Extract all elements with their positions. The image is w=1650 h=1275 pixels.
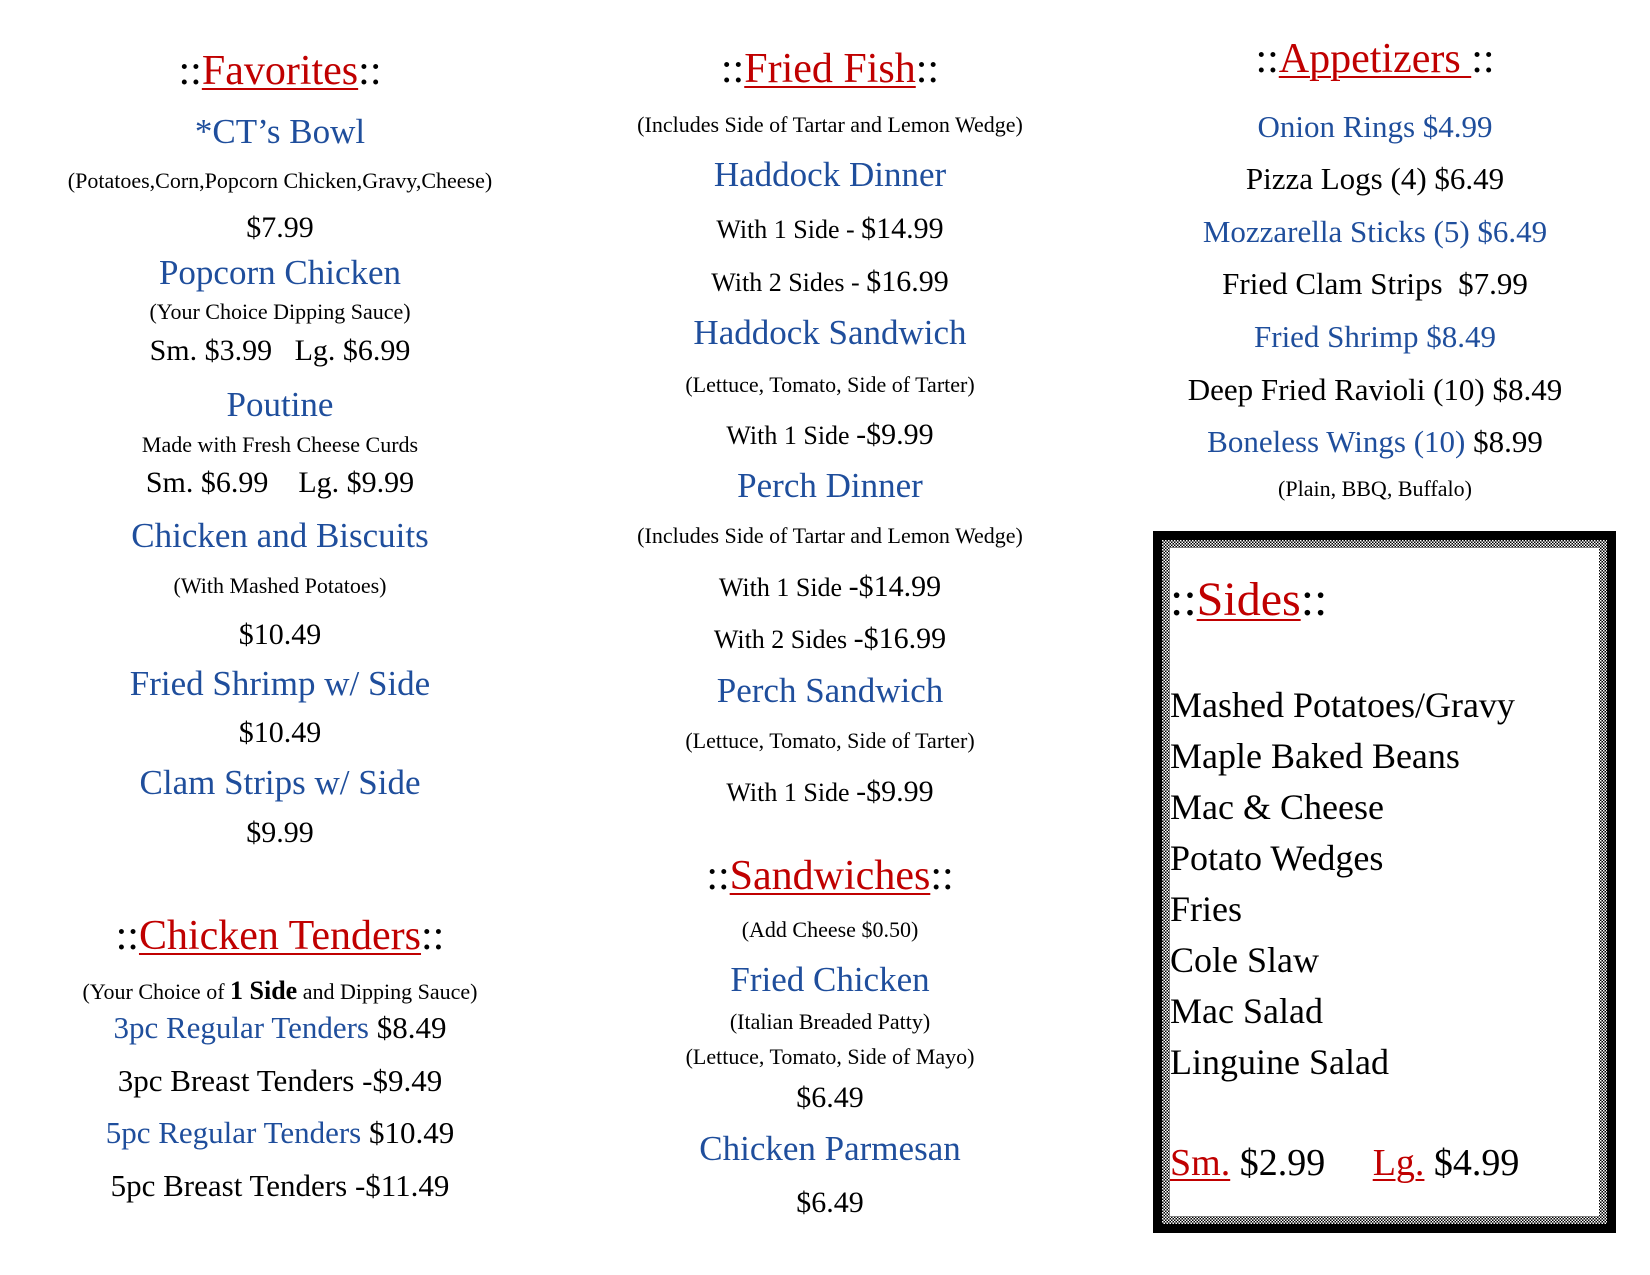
fried-fish-desc: (Includes Side of Tartar and Lemon Wedge) — [637, 112, 1023, 137]
haddock-dinner-two-sides: With 2 Sides - $16.99 — [711, 265, 949, 298]
chicken-tenders-heading: ::Chicken Tenders:: — [115, 913, 445, 959]
appetizer-item: Boneless Wings (10) $8.99 — [1207, 424, 1543, 459]
fried-shrimp-side-name: Fried Shrimp w/ Side — [129, 664, 431, 703]
fried-fish-heading: ::Fried Fish:: — [720, 46, 940, 92]
haddock-dinner-one-side: With 1 Side - $14.99 — [716, 212, 944, 245]
perch-sandwich-name: Perch Sandwich — [716, 671, 944, 710]
sides-box — [1153, 531, 1616, 1233]
appetizer-item: Deep Fried Ravioli (10) $8.49 — [1187, 372, 1563, 407]
chicken-biscuits-desc: (With Mashed Potatoes) — [173, 573, 387, 598]
fried-chicken-desc-2: (Lettuce, Tomato, Side of Mayo) — [685, 1044, 975, 1069]
tenders-item: 5pc Regular Tenders $10.49 — [105, 1115, 455, 1150]
popcorn-chicken-name: Popcorn Chicken — [158, 253, 402, 292]
haddock-sandwich-desc: (Lettuce, Tomato, Side of Tarter) — [685, 372, 975, 397]
fried-chicken-desc-1: (Italian Breaded Patty) — [729, 1009, 931, 1034]
clam-strips-side-name: Clam Strips w/ Side — [139, 763, 421, 802]
side-item: Fries — [1170, 889, 1242, 929]
chicken-biscuits-name: Chicken and Biscuits — [131, 516, 429, 555]
side-item: Mac & Cheese — [1170, 787, 1384, 827]
fried-chicken-price: $6.49 — [796, 1081, 864, 1114]
haddock-dinner-name: Haddock Dinner — [713, 155, 947, 194]
sides-prices: Sm. $2.99 Lg. $4.99 — [1170, 1142, 1520, 1184]
poutine-name: Poutine — [226, 385, 334, 424]
chicken-parmesan-name: Chicken Parmesan — [699, 1129, 961, 1168]
haddock-sandwich-name: Haddock Sandwich — [693, 313, 967, 352]
side-item: Linguine Salad — [1170, 1042, 1389, 1082]
appetizer-item: Fried Clam Strips $7.99 — [1222, 266, 1528, 301]
perch-dinner-desc: (Includes Side of Tartar and Lemon Wedge) — [637, 523, 1023, 548]
favorites-heading: ::Favorites:: — [178, 48, 382, 94]
ct-bowl-desc: (Potatoes,Corn,Popcorn Chicken,Gravy,Cheese) — [67, 168, 493, 193]
appetizer-item: Mozzarella Sticks (5) $6.49 — [1202, 214, 1548, 249]
tenders-item: 3pc Breast Tenders -$9.49 — [117, 1063, 443, 1098]
chicken-biscuits-price: $10.49 — [238, 618, 322, 651]
side-item: Potato Wedges — [1170, 838, 1384, 878]
fried-chicken-name: Fried Chicken — [730, 960, 930, 999]
clam-strips-side-price: $9.99 — [246, 816, 314, 849]
side-item: Mac Salad — [1170, 991, 1323, 1031]
boneless-wings-desc: (Plain, BBQ, Buffalo) — [1278, 476, 1472, 501]
ct-bowl-price: $7.99 — [246, 211, 314, 244]
appetizer-item: Onion Rings $4.99 — [1257, 109, 1493, 144]
appetizer-item: Pizza Logs (4) $6.49 — [1245, 161, 1505, 196]
side-item: Maple Baked Beans — [1170, 736, 1460, 776]
perch-sandwich-desc: (Lettuce, Tomato, Side of Tarter) — [685, 728, 975, 753]
perch-dinner-two-sides: With 2 Sides -$16.99 — [713, 622, 947, 655]
popcorn-chicken-desc: (Your Choice Dipping Sauce) — [149, 299, 411, 324]
sandwiches-desc: (Add Cheese $0.50) — [741, 917, 919, 942]
haddock-sandwich-one-side: With 1 Side -$9.99 — [726, 418, 934, 451]
popcorn-chicken-price: Sm. $3.99 Lg. $6.99 — [149, 334, 411, 367]
tenders-item: 3pc Regular Tenders $8.49 — [113, 1010, 447, 1045]
perch-sandwich-one-side: With 1 Side -$9.99 — [726, 775, 934, 808]
perch-dinner-one-side: With 1 Side -$14.99 — [718, 570, 942, 603]
poutine-desc: Made with Fresh Cheese Curds — [141, 432, 419, 457]
side-item: Cole Slaw — [1170, 940, 1319, 980]
sandwiches-heading: ::Sandwiches:: — [706, 853, 954, 899]
chicken-tenders-desc: (Your Choice of 1 Side and Dipping Sauce) — [82, 976, 478, 1005]
sides-heading: ::Sides:: — [1170, 573, 1328, 626]
fried-shrimp-side-price: $10.49 — [238, 716, 322, 749]
perch-dinner-name: Perch Dinner — [737, 466, 923, 505]
poutine-price: Sm. $6.99 Lg. $9.99 — [145, 466, 415, 499]
appetizers-heading: ::Appetizers :: — [1255, 36, 1495, 82]
tenders-item: 5pc Breast Tenders -$11.49 — [110, 1168, 450, 1203]
side-item: Mashed Potatoes/Gravy — [1170, 685, 1515, 725]
chicken-parmesan-price: $6.49 — [796, 1186, 864, 1219]
appetizer-item: Fried Shrimp $8.49 — [1254, 319, 1496, 354]
ct-bowl-name: *CT’s Bowl — [194, 112, 366, 151]
